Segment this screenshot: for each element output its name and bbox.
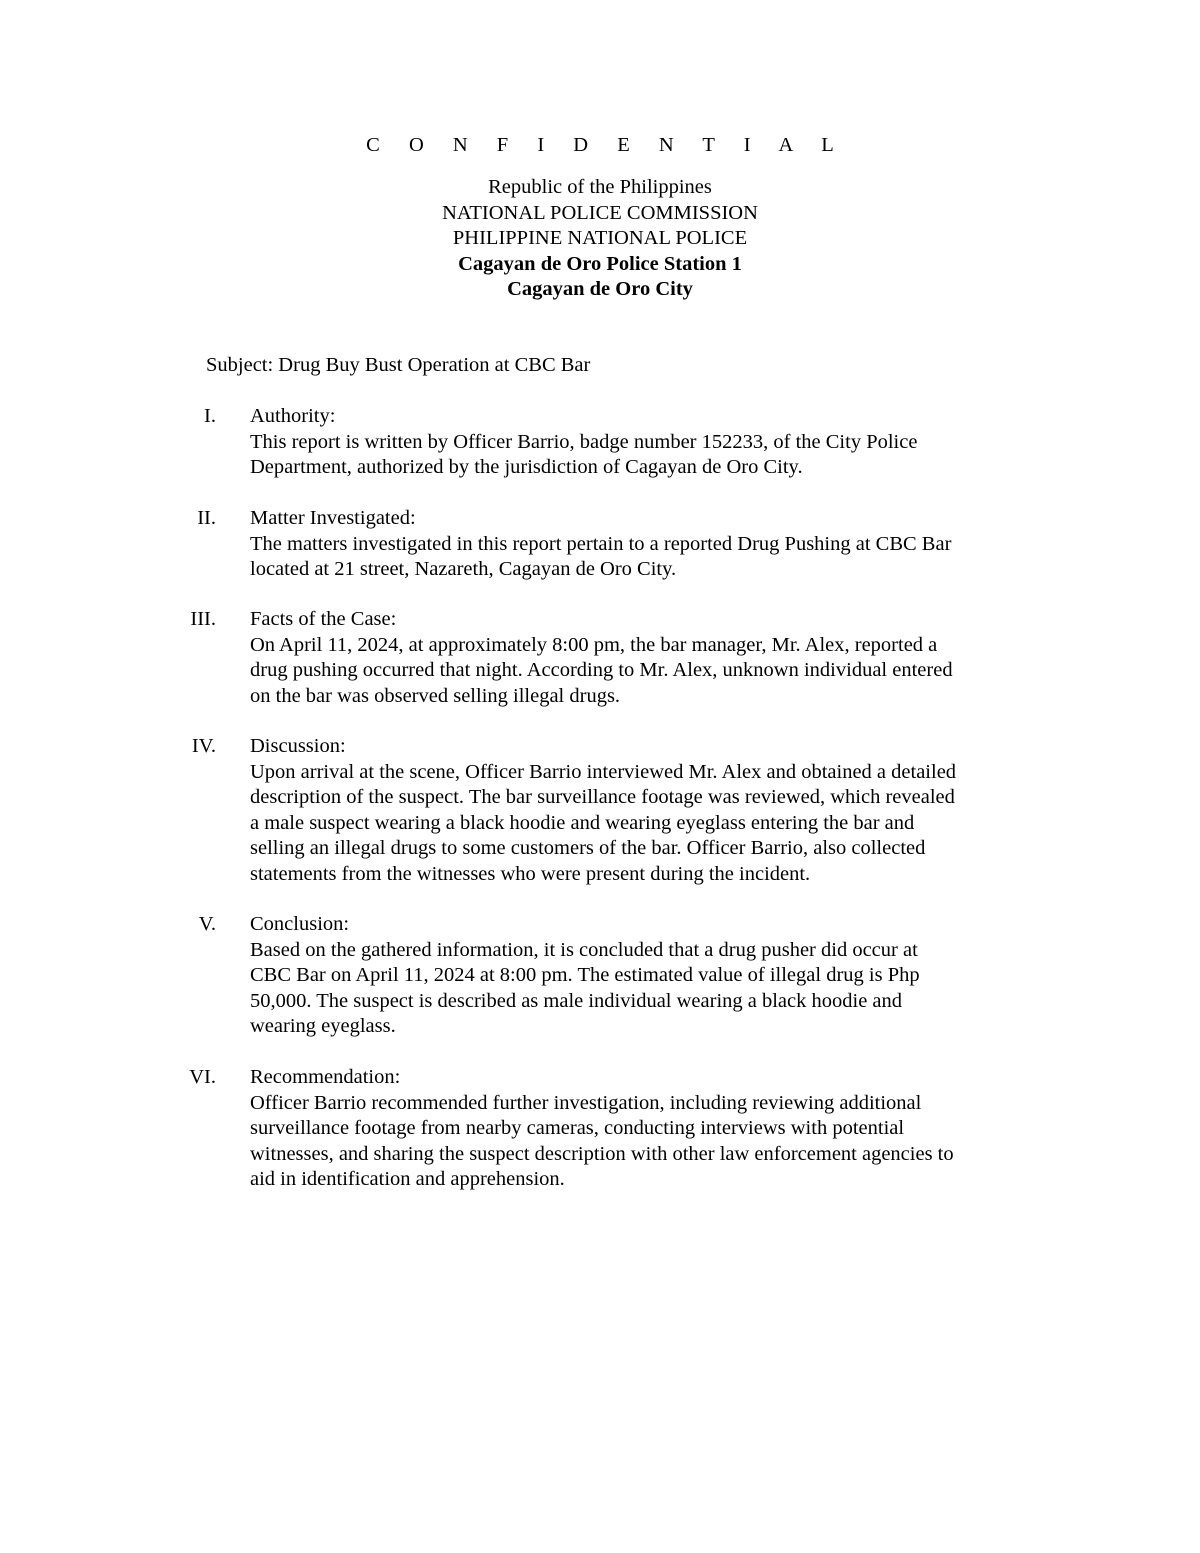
section-body: [250, 1065, 1040, 1193]
subject-line: Subject: Drug Buy Bust Operation at CBC Bar: [206, 354, 591, 376]
section-text-line: located at 21 street, Nazareth, Cagayan de Oro City.: [250, 558, 677, 580]
section-body: [250, 506, 1040, 583]
section-text-line: The matters investigated in this report pertain to a reported Drug Pushing at CBC Bar: [250, 532, 952, 555]
section-heading: Recommendation:: [250, 1066, 401, 1088]
letterhead-line-city: Cagayan de Oro City: [507, 278, 693, 300]
section-text-line: wearing eyeglass.: [250, 1015, 396, 1037]
section-text-line: On April 11, 2024, at approximately 8:00 pm, the bar manager, Mr. Alex, reported a: [250, 633, 938, 656]
section-text-line: statements from the witnesses who were present during the incident.: [250, 862, 811, 885]
section-text-line: aid in identification and apprehension.: [250, 1168, 565, 1190]
section-text-line: This report is written by Officer Barrio, badge number 152233, of the City Police: [250, 430, 918, 453]
section-text-line: Upon arrival at the scene, Officer Barrio interviewed Mr. Alex and obtained a detailed: [250, 760, 957, 783]
section-heading: Matter Investigated:: [250, 507, 416, 529]
section-text-line: drug pushing occurred that night. According to Mr. Alex, unknown individual entered: [250, 659, 953, 681]
section-text-line: Based on the gathered information, it is concluded that a drug pusher did occur at: [250, 938, 918, 961]
classification-label: C O N F I D E N T I A L: [366, 134, 846, 156]
section-text-line: 50,000. The suspect is described as male individual wearing a black hoodie and: [250, 989, 903, 1012]
section-numeral: II.: [197, 507, 216, 529]
section-numeral: I.: [204, 405, 216, 427]
section-numeral: III.: [190, 608, 216, 630]
letterhead-line-station: Cagayan de Oro Police Station 1: [458, 252, 742, 275]
section-heading: Authority:: [250, 405, 336, 427]
section-body: [250, 734, 1040, 887]
section-text-line: witnesses, and sharing the suspect description with other law enforcement agencies to: [250, 1142, 954, 1165]
section-text-line: surveillance footage from nearby cameras, conducting interviews with potential: [250, 1117, 905, 1139]
section-body: [250, 404, 1040, 481]
section-text-line: selling an illegal drugs to some customers of the bar. Officer Barrio, also collected: [250, 837, 926, 859]
letterhead-line-country: Republic of the Philippines: [488, 176, 712, 198]
section-text-line: a male suspect wearing a black hoodie and wearing eyeglass entering the bar and: [250, 811, 915, 834]
letterhead-line-agency: PHILIPPINE NATIONAL POLICE: [452, 227, 748, 249]
section-text-line: description of the suspect. The bar surveillance footage was reviewed, which revealed: [250, 786, 955, 808]
section-text-line: CBC Bar on April 11, 2024 at 8:00 pm. The estimated value of illegal drug is Php: [250, 964, 920, 986]
section-text-line: Officer Barrio recommended further investigation, including reviewing additional: [250, 1091, 922, 1114]
section-numeral: V.: [198, 913, 216, 935]
letterhead-line-commission: NATIONAL POLICE COMMISSION: [442, 201, 758, 224]
section-numeral: VI.: [189, 1066, 216, 1088]
section-heading: Discussion:: [250, 735, 346, 757]
section-body: [250, 607, 1040, 709]
letterhead: [0, 175, 1200, 303]
section-heading: Conclusion:: [250, 913, 350, 935]
section-body: [250, 912, 1040, 1040]
section-text-line: on the bar was observed selling illegal drugs.: [250, 684, 621, 707]
section-numeral: IV.: [191, 735, 216, 757]
section-heading: Facts of the Case:: [250, 608, 397, 630]
section-text-line: Department, authorized by the jurisdiction of Cagayan de Oro City.: [250, 456, 803, 478]
